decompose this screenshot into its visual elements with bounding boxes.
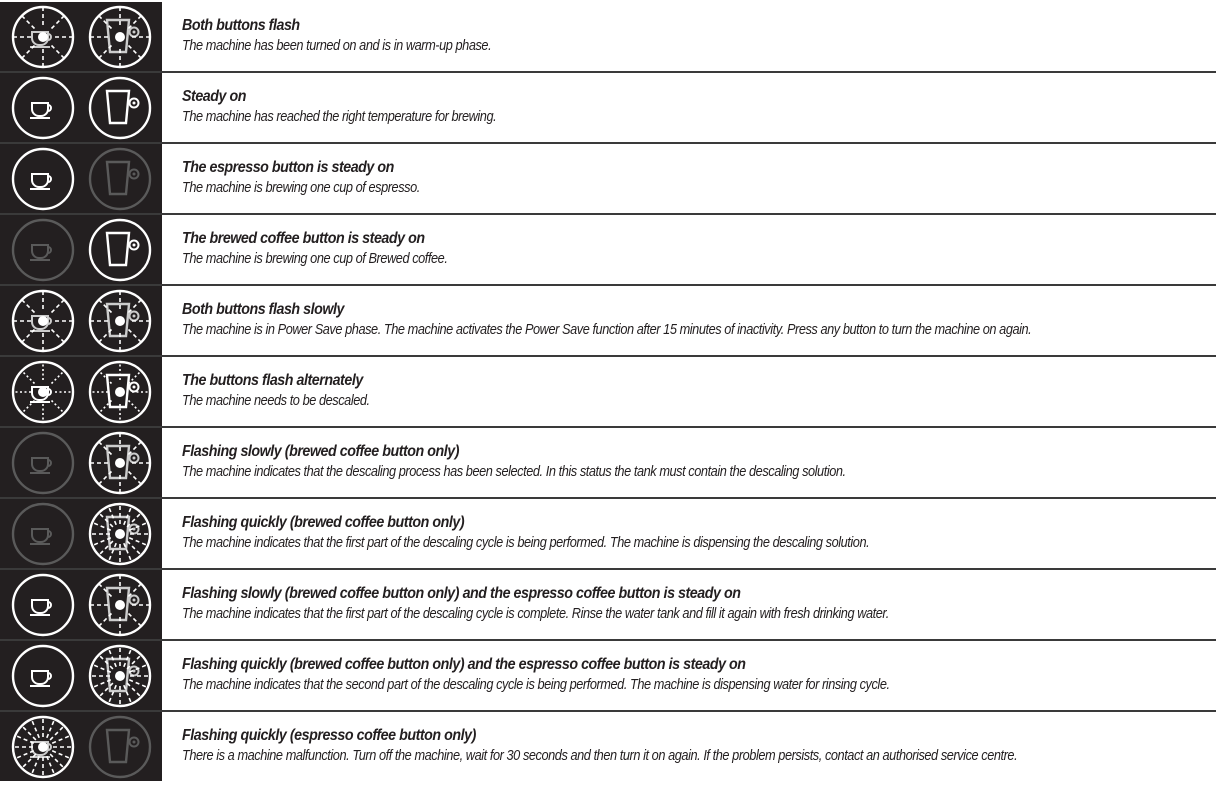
table-row	[0, 215, 1216, 286]
icon-cell	[0, 215, 162, 284]
brew-state-icon	[87, 501, 153, 567]
row-text	[162, 357, 395, 426]
row-title: Flashing quickly (espresso coffee button only)	[182, 727, 476, 744]
esp-state-icon	[10, 501, 76, 567]
brew-state-icon	[87, 430, 153, 496]
espresso-button-icon	[10, 714, 76, 780]
brewed-coffee-button-icon	[87, 643, 153, 709]
table-row	[0, 712, 1216, 781]
row-description: The machine indicates that the first part of the descaling cycle is complete. Rinse the water tank and fill it again with fresh drinking water.	[182, 606, 889, 622]
status-table	[0, 2, 1216, 781]
row-title: The buttons flash alternately	[182, 372, 363, 389]
row-title: The espresso button is steady on	[182, 159, 394, 176]
table-row	[0, 641, 1216, 712]
esp-state-icon	[10, 572, 76, 638]
row-text	[162, 2, 533, 71]
brew-state-icon	[87, 572, 153, 638]
espresso-button-icon	[10, 288, 76, 354]
icon-cell	[0, 712, 162, 781]
table-row	[0, 2, 1216, 73]
row-title: Both buttons flash	[182, 17, 300, 34]
table-row	[0, 357, 1216, 428]
row-text	[162, 215, 484, 284]
espresso-button-icon	[10, 501, 76, 567]
brewed-coffee-button-icon	[87, 146, 153, 212]
brew-state-icon	[87, 4, 153, 70]
espresso-button-icon	[10, 430, 76, 496]
esp-state-icon	[10, 359, 76, 425]
brewed-coffee-button-icon	[87, 217, 153, 283]
brew-state-icon	[87, 146, 153, 212]
esp-state-icon	[10, 430, 76, 496]
icon-cell	[0, 641, 162, 710]
espresso-button-icon	[10, 643, 76, 709]
icon-cell	[0, 499, 162, 568]
row-description: The machine needs to be descaled.	[182, 393, 370, 409]
esp-state-icon	[10, 643, 76, 709]
row-title: Flashing quickly (brewed coffee button only)	[182, 514, 465, 531]
espresso-button-icon	[10, 75, 76, 141]
brew-state-icon	[87, 75, 153, 141]
brew-state-icon	[87, 359, 153, 425]
row-text	[162, 286, 1147, 355]
esp-state-icon	[10, 714, 76, 780]
icon-cell	[0, 428, 162, 497]
icon-cell	[0, 570, 162, 639]
espresso-button-icon	[10, 146, 76, 212]
brewed-coffee-button-icon	[87, 430, 153, 496]
espresso-button-icon	[10, 217, 76, 283]
row-title: Flashing slowly (brewed coffee button only)	[182, 443, 460, 460]
espresso-button-icon	[10, 359, 76, 425]
row-description: There is a machine malfunction. Turn off the machine, wait for 30 seconds and then turn it on again. If the problem persists, contact an authorised service centre.	[182, 748, 1018, 764]
row-description: The machine has been turned on and is in warm-up phase.	[182, 38, 492, 54]
row-text	[162, 570, 985, 639]
brew-state-icon	[87, 217, 153, 283]
icon-cell	[0, 144, 162, 213]
table-row	[0, 570, 1216, 641]
brewed-coffee-button-icon	[87, 501, 153, 567]
row-title: Flashing slowly (brewed coffee button only) and the espresso coffee button is steady on	[182, 585, 741, 602]
row-text	[162, 712, 1131, 781]
brewed-coffee-button-icon	[87, 75, 153, 141]
row-title: The brewed coffee button is steady on	[182, 230, 425, 247]
icon-cell	[0, 2, 162, 71]
brewed-coffee-button-icon	[87, 572, 153, 638]
table-row	[0, 499, 1216, 570]
brewed-coffee-button-icon	[87, 4, 153, 70]
esp-state-icon	[10, 146, 76, 212]
table-row	[0, 286, 1216, 357]
table-row	[0, 428, 1216, 499]
icon-cell	[0, 73, 162, 142]
espresso-button-icon	[10, 572, 76, 638]
brew-state-icon	[87, 288, 153, 354]
row-text	[162, 499, 963, 568]
row-text	[162, 641, 986, 710]
espresso-button-icon	[10, 4, 76, 70]
row-description: The machine indicates that the first part of the descaling cycle is being performed. The machine is dispensing the descaling solution.	[182, 535, 870, 551]
row-description: The machine is brewing one cup of espresso.	[182, 180, 420, 196]
esp-state-icon	[10, 4, 76, 70]
table-row	[0, 144, 1216, 215]
row-title: Steady on	[182, 88, 247, 105]
icon-cell	[0, 286, 162, 355]
row-description: The machine is in Power Save phase. The machine activates the Power Save function after 15 minutes of inactivity. Press any button to turn the machine on again.	[182, 322, 1032, 338]
brewed-coffee-button-icon	[87, 714, 153, 780]
row-description: The machine indicates that the second part of the descaling cycle is being performed. The machine is dispensing water for rinsing cycle.	[182, 677, 890, 693]
row-text	[162, 428, 936, 497]
row-text	[162, 73, 539, 142]
esp-state-icon	[10, 217, 76, 283]
icon-cell	[0, 357, 162, 426]
row-description: The machine indicates that the descaling process has been selected. In this status the tank must contain the descaling solution.	[182, 464, 846, 480]
row-title: Both buttons flash slowly	[182, 301, 345, 318]
esp-state-icon	[10, 75, 76, 141]
brew-state-icon	[87, 643, 153, 709]
brewed-coffee-button-icon	[87, 359, 153, 425]
row-title: Flashing quickly (brewed coffee button only) and the espresso coffee button is steady on	[182, 656, 746, 673]
brew-state-icon	[87, 714, 153, 780]
row-text	[162, 144, 452, 213]
row-description: The machine has reached the right temperature for brewing.	[182, 109, 497, 125]
table-row	[0, 73, 1216, 144]
esp-state-icon	[10, 288, 76, 354]
brewed-coffee-button-icon	[87, 288, 153, 354]
row-description: The machine is brewing one cup of Brewed coffee.	[182, 251, 448, 267]
